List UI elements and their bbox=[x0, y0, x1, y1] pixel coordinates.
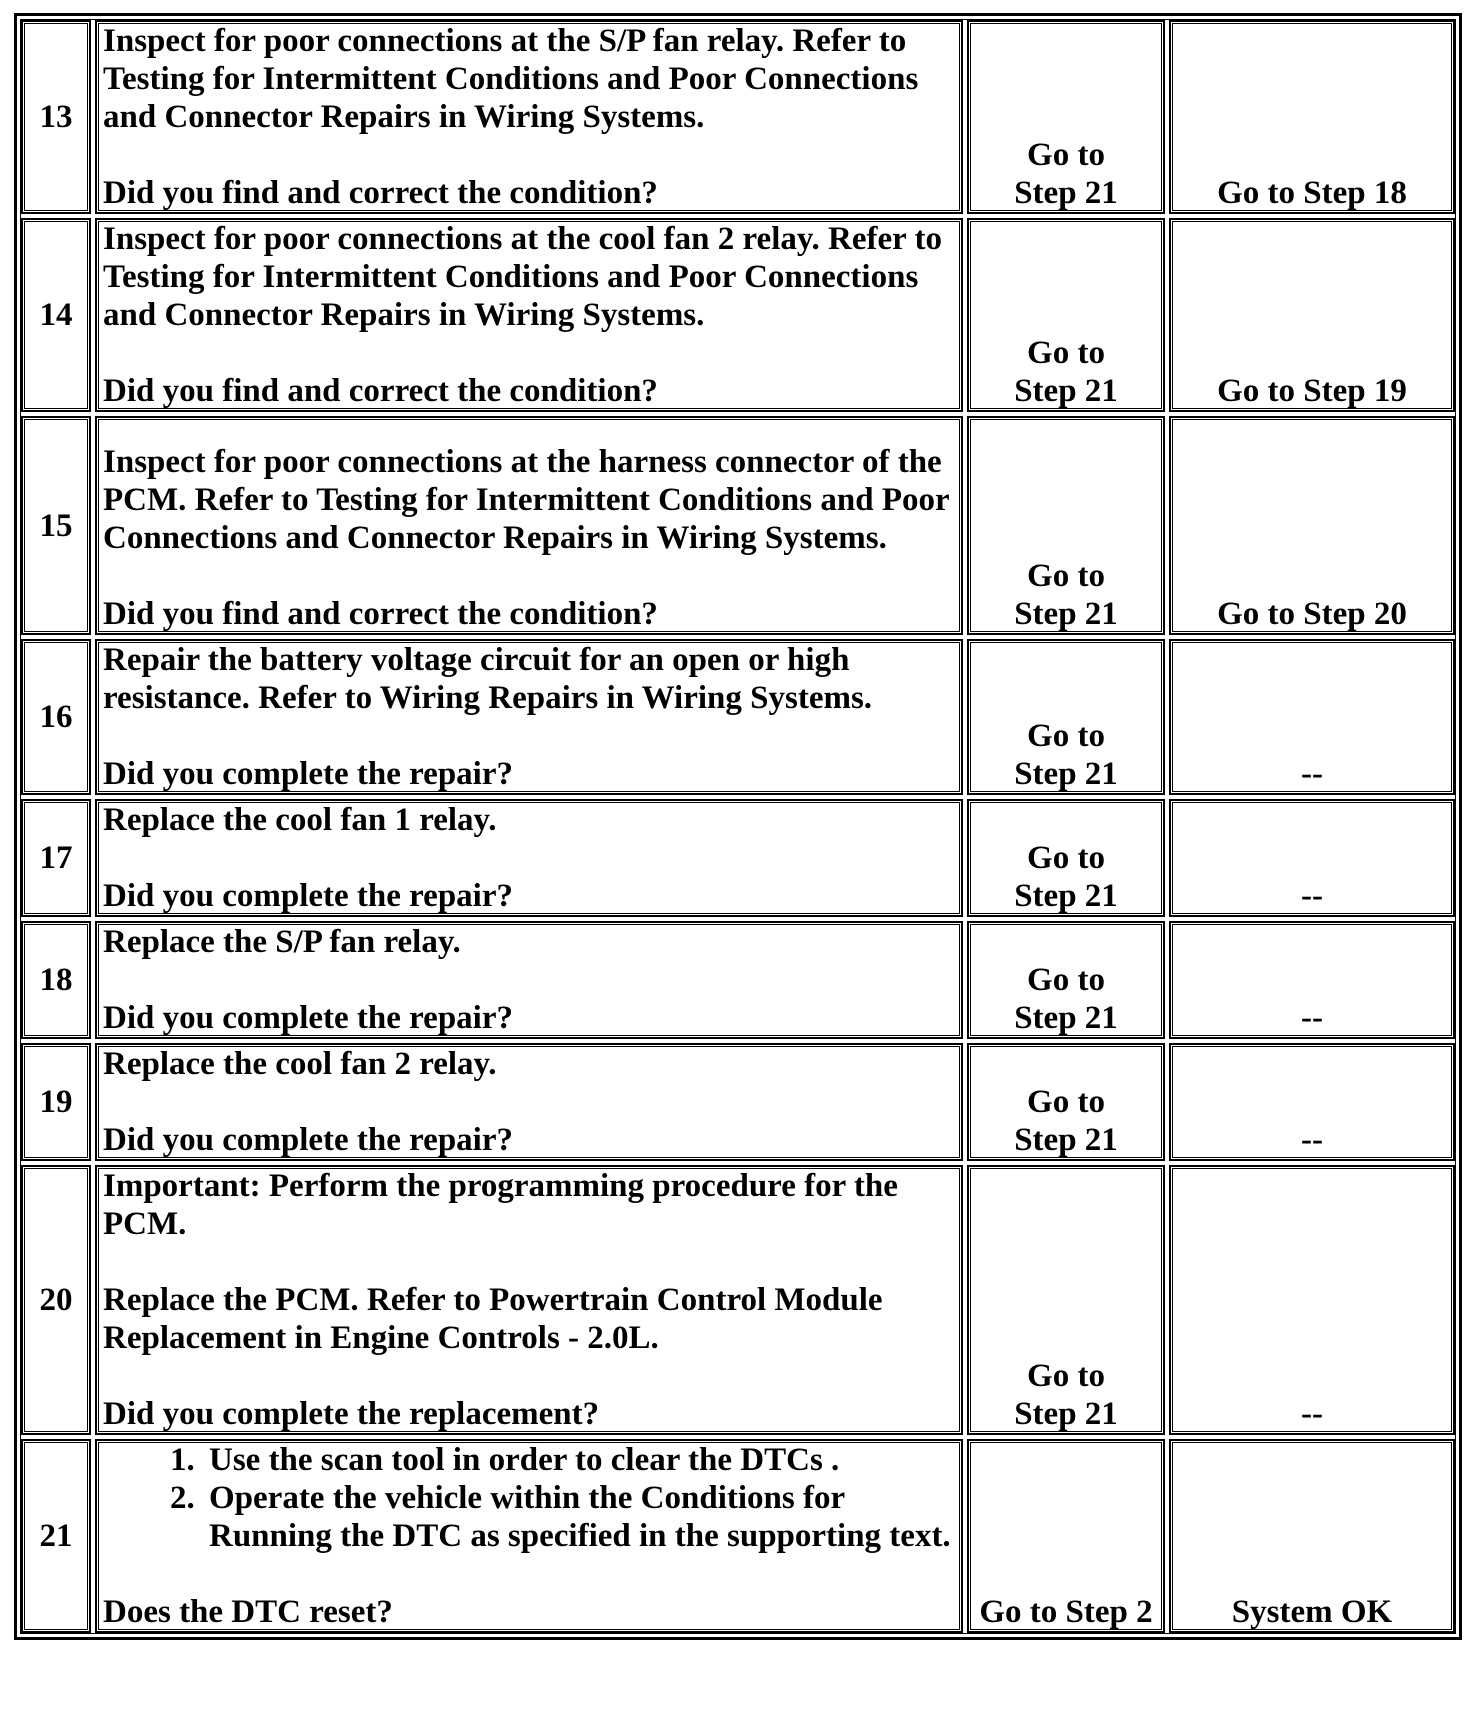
step-number: 18 bbox=[21, 921, 91, 1039]
no-result: System OK bbox=[1169, 1439, 1455, 1633]
no-result: Go to Step 20 bbox=[1169, 416, 1455, 635]
action-text: Inspect for poor connections at the S/P fan relay. Refer to Testing for Intermittent Conditions and Poor Connections and Connector Repairs in Wiring Systems. bbox=[103, 23, 919, 135]
yes-result-line: Go to bbox=[1027, 1358, 1105, 1394]
step-number: 17 bbox=[21, 799, 91, 917]
table-row bbox=[21, 416, 1455, 635]
yes-result-line: Step 21 bbox=[1014, 1000, 1118, 1036]
procedure-step: 2. Operate the vehicle within the Conditions for Running the DTC as specified in the supporting text. bbox=[203, 1479, 958, 1555]
yes-result-line: Go to bbox=[1027, 137, 1105, 173]
yes-result-line: Go to bbox=[1027, 558, 1105, 594]
step-number: 16 bbox=[21, 639, 91, 795]
step-number: 15 bbox=[21, 416, 91, 635]
table-row bbox=[21, 921, 1455, 1039]
yes-cell bbox=[967, 639, 1165, 795]
yes-cell bbox=[967, 1165, 1165, 1435]
no-result: -- bbox=[1169, 921, 1455, 1039]
step-number: 13 bbox=[21, 20, 91, 214]
action-cell bbox=[95, 1165, 963, 1435]
action-question: Did you complete the repair? bbox=[103, 878, 514, 914]
no-result: -- bbox=[1169, 1043, 1455, 1161]
action-cell bbox=[95, 799, 963, 917]
yes-result: Go to Step 2 bbox=[967, 1439, 1165, 1633]
table-row bbox=[21, 20, 1455, 214]
yes-result-line: Step 21 bbox=[1014, 596, 1118, 632]
action-text: Inspect for poor connections at the harness connector of the PCM. Refer to Testing for Intermittent Conditions and Poor Connections and Connector Repairs in Wiring Systems. bbox=[103, 444, 950, 556]
action-cell bbox=[95, 416, 963, 635]
no-result: -- bbox=[1169, 1165, 1455, 1435]
action-text: Replace the cool fan 1 relay. bbox=[103, 802, 497, 838]
yes-cell bbox=[967, 416, 1165, 635]
action-cell bbox=[95, 921, 963, 1039]
action-question: Did you complete the repair? bbox=[103, 1122, 514, 1158]
step-number: 14 bbox=[21, 218, 91, 412]
action-question: Did you find and correct the condition? bbox=[103, 596, 658, 632]
action-text: Replace the S/P fan relay. bbox=[103, 924, 461, 960]
diagnostic-table bbox=[14, 13, 1462, 1640]
action-question: Did you complete the replacement? bbox=[103, 1396, 600, 1432]
action-cell bbox=[95, 1043, 963, 1161]
table-row bbox=[21, 639, 1455, 795]
yes-result-line: Step 21 bbox=[1014, 373, 1118, 409]
action-question: Did you find and correct the condition? bbox=[103, 175, 658, 211]
table-row bbox=[21, 1043, 1455, 1161]
no-result: -- bbox=[1169, 799, 1455, 917]
action-question: Did you complete the repair? bbox=[103, 756, 514, 792]
yes-result-line: Go to bbox=[1027, 718, 1105, 754]
action-text: Repair the battery voltage circuit for an open or high resistance. Refer to Wiring Repairs in Wiring Systems. bbox=[103, 642, 873, 716]
table-row bbox=[21, 1439, 1455, 1633]
yes-result-line: Go to bbox=[1027, 335, 1105, 371]
action-text: Inspect for poor connections at the cool fan 2 relay. Refer to Testing for Intermittent Conditions and Poor Connections and Connector Repairs in Wiring Systems. bbox=[103, 221, 942, 333]
step-number: 21 bbox=[21, 1439, 91, 1633]
yes-cell bbox=[967, 218, 1165, 412]
action-question: Does the DTC reset? bbox=[103, 1594, 393, 1630]
yes-cell bbox=[967, 20, 1165, 214]
procedure-step: 1. Use the scan tool in order to clear the DTCs . bbox=[203, 1441, 958, 1479]
action-question: Did you find and correct the condition? bbox=[103, 373, 658, 409]
action-cell bbox=[95, 1439, 963, 1633]
yes-cell bbox=[967, 921, 1165, 1039]
table-row bbox=[21, 1165, 1455, 1435]
yes-result-line: Go to bbox=[1027, 1084, 1105, 1120]
yes-result-line: Go to bbox=[1027, 962, 1105, 998]
yes-result-line: Step 21 bbox=[1014, 878, 1118, 914]
no-result: Go to Step 19 bbox=[1169, 218, 1455, 412]
table-row bbox=[21, 799, 1455, 917]
no-result: Go to Step 18 bbox=[1169, 20, 1455, 214]
procedure-list bbox=[103, 1441, 958, 1555]
action-cell bbox=[95, 20, 963, 214]
action-question: Did you complete the repair? bbox=[103, 1000, 514, 1036]
step-number: 20 bbox=[21, 1165, 91, 1435]
yes-cell bbox=[967, 1043, 1165, 1161]
action-cell bbox=[95, 639, 963, 795]
yes-result-line: Step 21 bbox=[1014, 1122, 1118, 1158]
important-note: Important: Perform the programming procedure for the PCM. bbox=[103, 1168, 898, 1242]
yes-result-line: Go to bbox=[1027, 840, 1105, 876]
action-text: Replace the cool fan 2 relay. bbox=[103, 1046, 497, 1082]
no-result: -- bbox=[1169, 639, 1455, 795]
yes-result-line: Step 21 bbox=[1014, 175, 1118, 211]
step-number: 19 bbox=[21, 1043, 91, 1161]
yes-result-line: Step 21 bbox=[1014, 1396, 1118, 1432]
table-row bbox=[21, 218, 1455, 412]
action-cell bbox=[95, 218, 963, 412]
yes-result-line: Step 21 bbox=[1014, 756, 1118, 792]
action-text: Replace the PCM. Refer to Powertrain Control Module Replacement in Engine Controls - 2.0L. bbox=[103, 1282, 883, 1356]
yes-cell bbox=[967, 799, 1165, 917]
